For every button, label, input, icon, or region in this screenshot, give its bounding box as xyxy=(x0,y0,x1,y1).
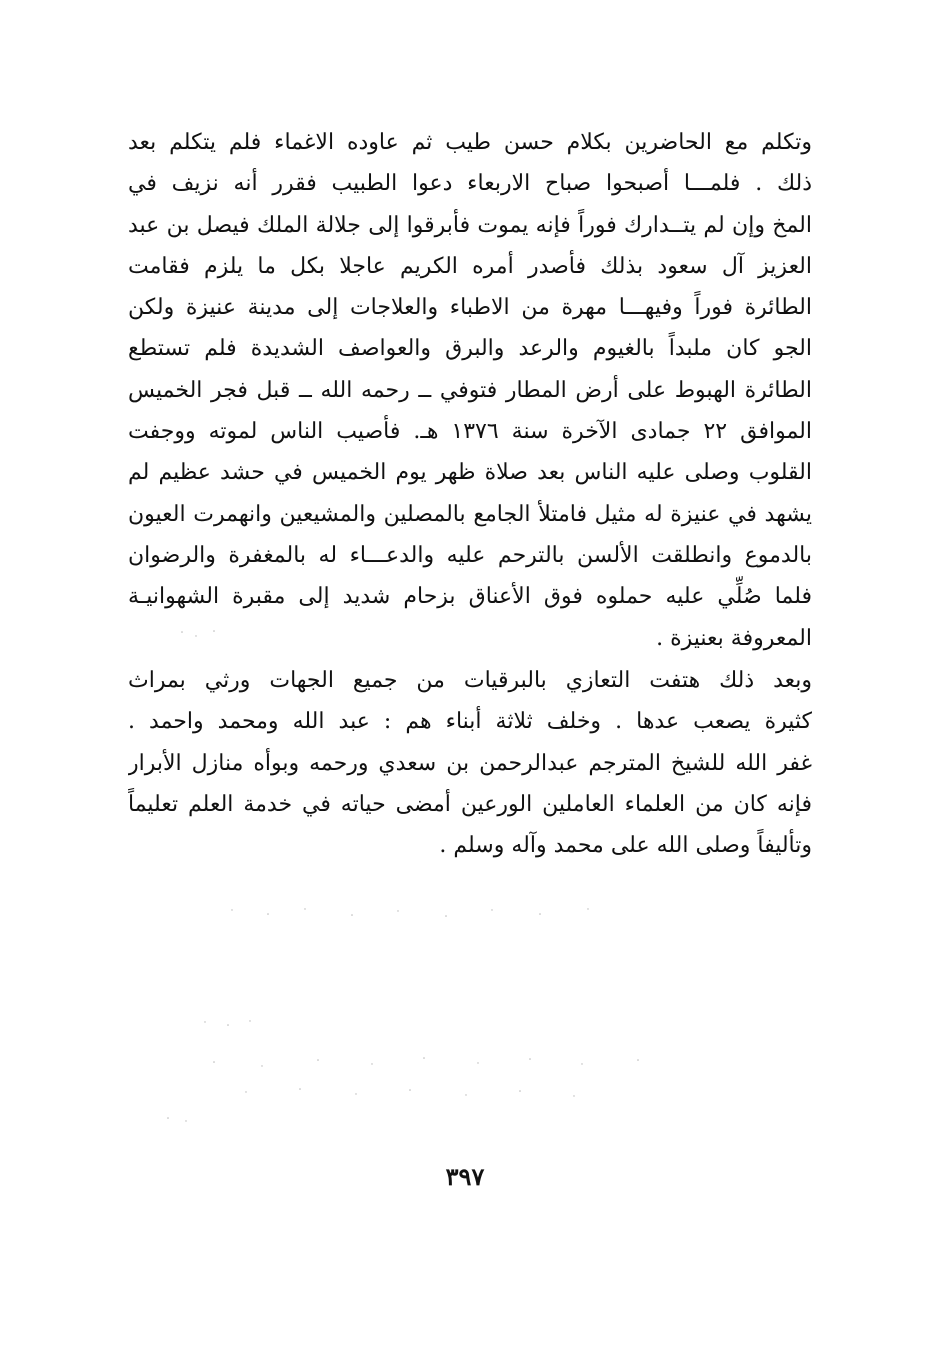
text-line: الطائرة فوراً وفيهـــا مهرة من الاطباء والعلاجات إلى مدينة عنيزة ولكن xyxy=(128,295,812,321)
text-line: فلما صُلِّي عليه حملوه فوق الأعناق بزحام شديد إلى مقبرة الشهوانيـة xyxy=(128,584,812,610)
text-line: كثيرة يصعب عدها . وخلف ثلاثة أبناء هم : عبد الله ومحمد واحمد . xyxy=(128,709,812,735)
text-line: العزيز آل سعود بذلك فأصدر أمره الكريم عاجلا بكل ما يلزم فقامت xyxy=(128,253,812,279)
page-number: ٣٩٧ xyxy=(445,1162,485,1191)
text-line: المعروفة بعنيزة . xyxy=(656,625,812,651)
text-line: الموافق ٢٢ جمادى الآخرة سنة ١٣٧٦ هـ. فأصيب الناس لموته ووجفت xyxy=(128,419,812,445)
paragraph-2 xyxy=(128,660,812,866)
text-line: ذلك . فلمـــا أصبحوا صباح الاربعاء دعوا الطبيب فقرر أنه نزيف في xyxy=(128,171,812,197)
text-line: المخ وإن لم يتــدارك فوراً فإنه يموت فأبرقوا إلى جلالة الملك فيصل بن عبد xyxy=(128,212,812,238)
text-line: الجو كان ملبداً بالغيوم والرعد والبرق والعواصف الشديدة فلم تستطع xyxy=(128,336,812,362)
text-line: وبعد ذلك هتفت التعازي بالبرقيات من جميع الجهات ورثي بمراث xyxy=(128,668,812,693)
text-line: غفر الله للشيخ المترجم عبدالرحمن بن سعدي ورحمه وبوأه منازل الأبرار xyxy=(128,750,812,776)
text-line: وتأليفاً وصلى الله على محمد وآله وسلم . xyxy=(439,833,812,859)
text-line: بالدموع وانطلقت الألسن بالترحم عليه والدعـــاء له بالمغفرة والرضوان xyxy=(128,542,812,568)
paragraph-1 xyxy=(128,122,812,659)
text-line: يشهد في عنيزة له مثيل فامتلأ الجامع بالمصلين والمشيعين وانهمرت العيون xyxy=(128,501,812,527)
text-line: القلوب وصلى عليه الناس بعد صلاة ظهر يوم الخميس في حشد عظيم لم xyxy=(128,460,812,486)
text-line: فإنه كان من العلماء العاملين الورعين أمضى حياته في خدمة العلم تعليماً xyxy=(128,791,812,817)
text-line: الطائرة الهبوط على أرض المطار فتوفي ــ رحمه الله ــ قبل فجر الخميس xyxy=(128,377,812,403)
text-line: وتكلم مع الحاضرين بكلام حسن طيب ثم عاوده الاغماء فلم يتكلم بعد xyxy=(128,130,812,155)
